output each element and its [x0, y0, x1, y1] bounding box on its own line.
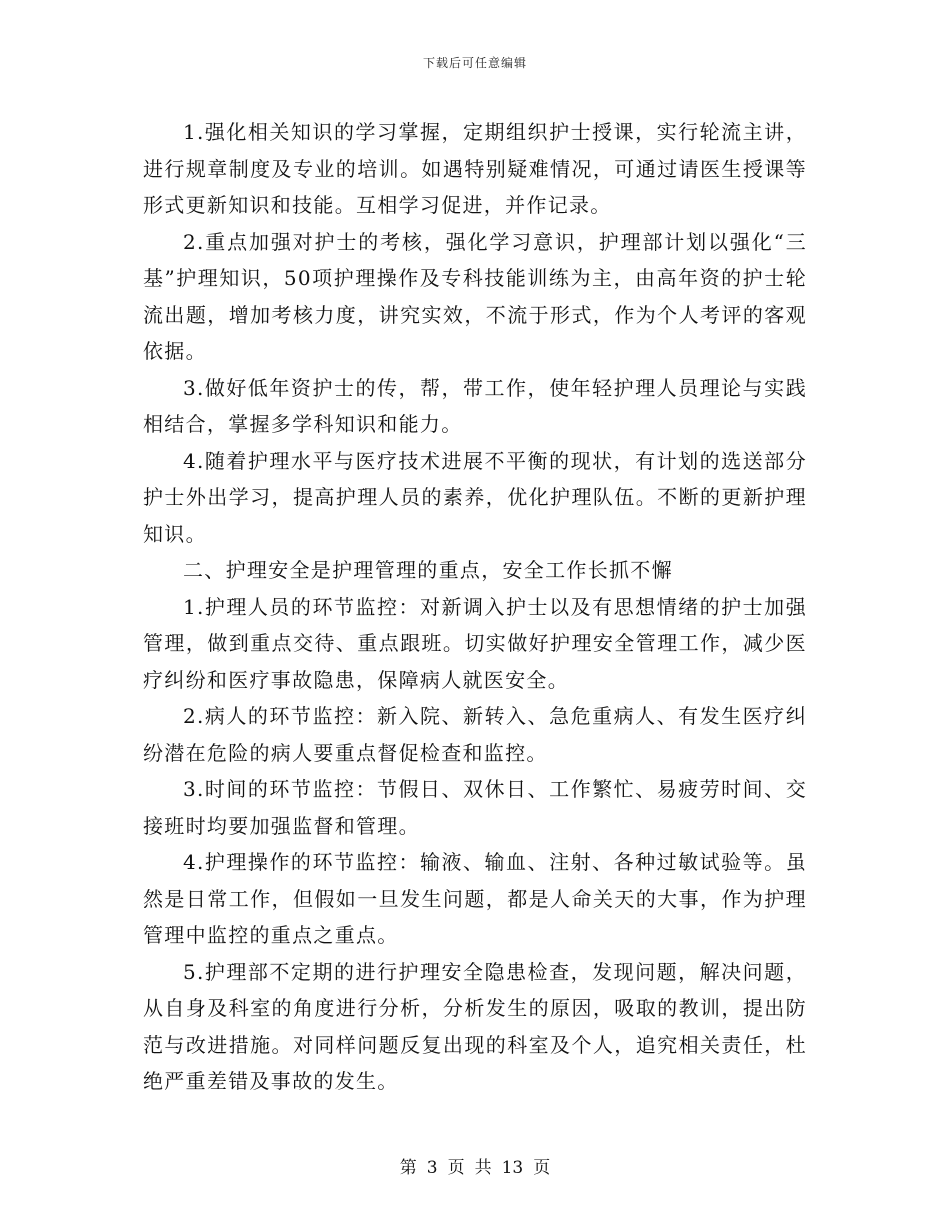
paragraph-1: 1.强化相关知识的学习掌握，定期组织护士授课，实行轮流主讲，进行规章制度及专业的培训。如遇特别疑难情况，可通过请医生授课等形式更新知识和技能。互相学习促进，并作记录。 [143, 120, 807, 217]
paragraph-2: 2.重点加强对护士的考核，强化学习意识，护理部计划以强化“三基”护理知识，50项护理操作及专科技能训练为主，由高年资的护士轮流出题，增加考核力度，讲究实效，不流于形式，作为个人考评的客观依据。 [143, 229, 807, 363]
paragraph-9: 5.护理部不定期的进行护理安全隐患检查，发现问题，解决问题，从自身及科室的角度进行分析，分析发生的原因，吸取的教训，提出防范与改进措施。对同样问题反复出现的科室及个人，追究相关责任，杜绝严重差错及事故的发生。 [143, 959, 807, 1093]
footer-suffix: 页 [533, 1158, 551, 1178]
paragraph-8: 4.护理操作的环节监控：输液、输血、注射、各种过敏试验等。虽然是日常工作，但假如一旦发生问题，都是人命关天的大事，作为护理管理中监控的重点之重点。 [143, 850, 807, 947]
footer-page-word: 页 [447, 1158, 465, 1178]
page-header: 下载后可任意编辑 [422, 56, 527, 70]
footer-prefix: 第 [399, 1158, 417, 1178]
section-heading: 二、护理安全是护理管理的重点，安全工作长抓不懈 [183, 558, 673, 582]
paragraph-3: 3.做好低年资护士的传，帮，带工作，使年轻护理人员理论与实践相结合，掌握多学科知识和能力。 [143, 375, 807, 436]
paragraph-5: 1.护理人员的环节监控：对新调入护士以及有思想情绪的护士加强管理，做到重点交待、重点跟班。切实做好护理安全管理工作，减少医疗纠纷和医疗事故隐患，保障病人就医安全。 [143, 594, 807, 692]
footer-total-word: 共 [474, 1158, 492, 1178]
paragraph-4: 4.随着护理水平与医疗技术进展不平衡的现状，有计划的选送部分护士外出学习，提高护理人员的素养，优化护理队伍。不断的更新护理知识。 [143, 448, 807, 546]
paragraph-6: 2.病人的环节监控：新入院、新转入、急危重病人、有发生医疗纠纷潜在危险的病人要重点督促检查和监控。 [143, 704, 807, 765]
document-body [143, 114, 807, 1100]
footer-total-pages: 13 [501, 1158, 524, 1178]
paragraph-7: 3.时间的环节监控：节假日、双休日、工作繁忙、易疲劳时间、交接班时均要加强监督和管理。 [143, 777, 807, 838]
page-footer [0, 1153, 950, 1178]
footer-current-page: 3 [426, 1158, 438, 1178]
